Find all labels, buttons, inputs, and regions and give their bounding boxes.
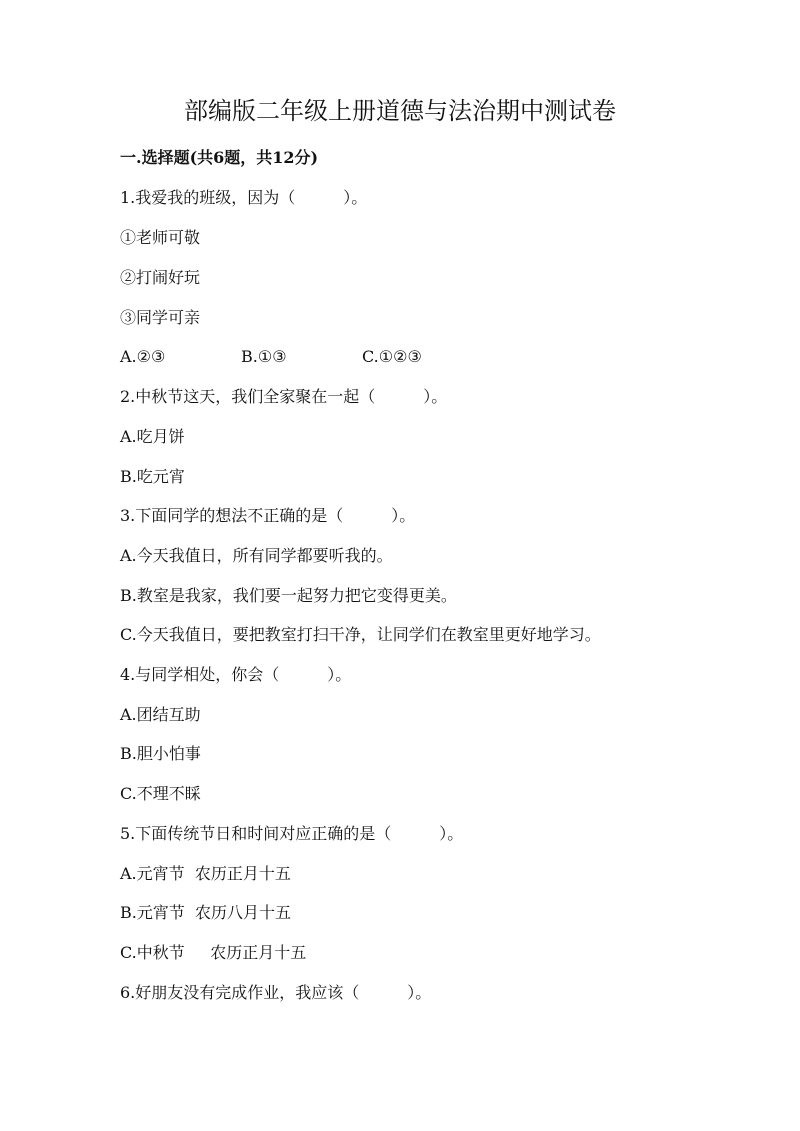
question-1-stem: 1.我爱我的班级，因为（ ）。 [120,188,368,207]
question-5-option-a: A.元宵节 农历正月十五 [120,864,291,883]
question-5-stem: 5.下面传统节日和时间对应正确的是（ ）。 [120,824,464,843]
question-4-option-b: B.胆小怕事 [120,744,201,763]
question-1-item-3: ③同学可亲 [120,308,201,327]
question-4-stem: 4.与同学相处，你会（ ）。 [120,665,352,684]
question-2-option-b: B.吃元宵 [120,467,185,486]
question-2-option-a: A.吃月饼 [120,427,185,446]
question-1-option-b: B.①③ [241,347,287,366]
question-1-options [120,346,422,368]
question-4-option-c: C.不理不睬 [120,784,201,803]
question-2-stem: 2.中秋节这天，我们全家聚在一起（ ）。 [120,387,448,406]
question-1-item-1: ①老师可敬 [120,228,201,247]
section-heading: 一.选择题(共6题，共12分) [120,148,319,167]
question-3-option-b: B.教室是我家，我们要一起努力把它变得更美。 [120,586,457,605]
exam-title: 部编版二年级上册道德与法治期中测试卷 [184,97,616,125]
question-1-item-2: ②打闹好玩 [120,268,201,287]
question-3-option-a: A.今天我值日，所有同学都要听我的。 [120,546,393,565]
question-1-option-a: A.②③ [120,347,166,366]
question-4-option-a: A.团结互助 [120,705,201,724]
question-1-option-c: C.①②③ [362,347,422,366]
question-5-option-c: C.中秋节 农历正月十五 [120,943,307,962]
question-5-option-b: B.元宵节 农历八月十五 [120,903,292,922]
question-3-option-c: C.今天我值日，要把教室打扫干净，让同学们在教室里更好地学习。 [120,625,601,644]
question-3-stem: 3.下面同学的想法不正确的是（ ）。 [120,506,416,525]
question-6-stem: 6.好朋友没有完成作业，我应该（ ）。 [120,983,432,1002]
